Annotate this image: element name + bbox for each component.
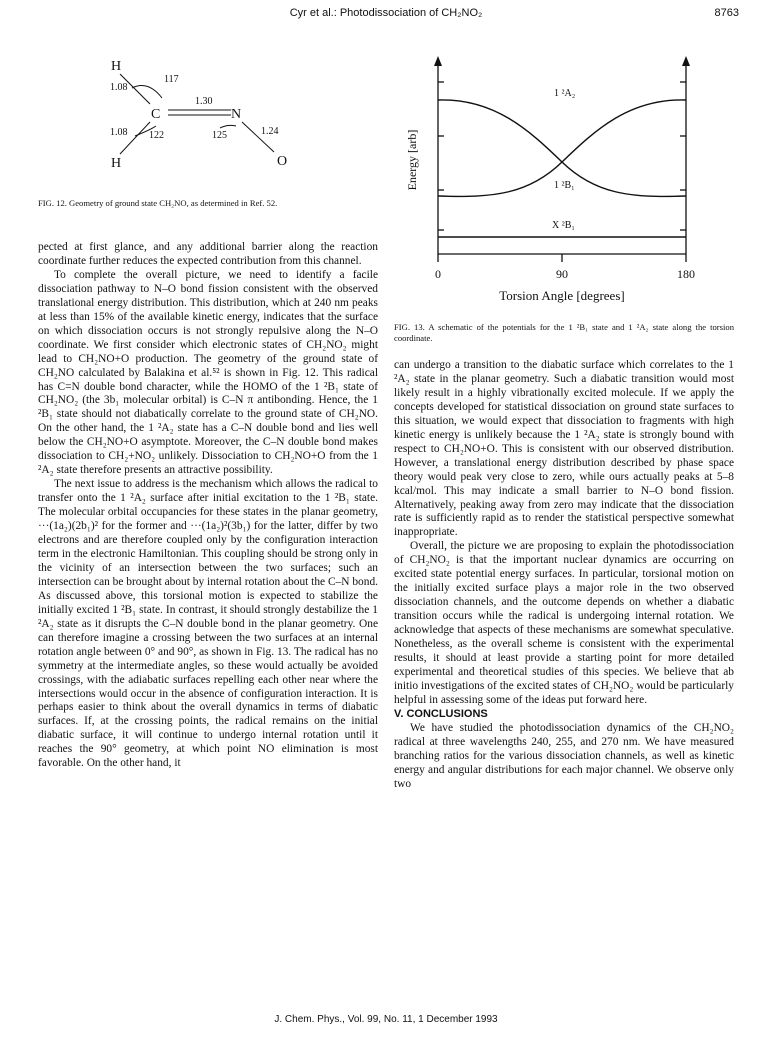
- length-ch-top: 1.08: [110, 82, 128, 93]
- angle-hch: 122: [149, 130, 164, 141]
- atom-h-top: H: [111, 59, 122, 74]
- figure-13-plot: [404, 50, 730, 312]
- page-number: 8763: [714, 7, 739, 19]
- x-axis-label: Torsion Angle [degrees]: [499, 288, 625, 303]
- label-ground-state: X ²B₁: [552, 220, 575, 231]
- header-title: Cyr et al.: Photodissociation of CH₂NO₂: [289, 7, 483, 19]
- journal-footer: J. Chem. Phys., Vol. 99, No. 11, 1 December 1993: [274, 1014, 498, 1025]
- figure-13-caption: FIG. 13. A schematic of the potentials for the 1 ²B₁ state and 1 ²A₂ state along the torsion coordinate.: [394, 322, 734, 343]
- atom-n: N: [231, 107, 242, 122]
- atom-c: C: [151, 107, 161, 122]
- length-cn: 1.30: [195, 96, 213, 107]
- section-heading: V. CONCLUSIONS: [394, 707, 488, 720]
- tick-label-90: 90: [556, 267, 568, 281]
- left-column: [38, 241, 378, 771]
- atom-o: O: [277, 154, 288, 169]
- atom-h-bottom: H: [111, 156, 122, 171]
- paragraph: The next issue to address is the mechanism which allows the radical to transfer onto the 1 ²A₂ surface after initial excitation to the 1 ²B₁ state. The molecular orbital occupancies for these states in the planar geometry, ···(1a₂)(2b₁)² for the former and ···(1a₂)²(3b₁) for the latter, differ by two electrons and are therefore coupled only by the configuration interaction term in the electronic Hamiltonian. This coupling should be strong only in the vicinity of an intersection between the two surfaces; such an intersection can be brought about by internal rotation about the C–N bond. As discussed above, this torsional motion is expected to stabilize the initially excited 1 ²B₁ state. In contrast, it should strongly destabilize the 1 ²A₂ state as it disrupts the C–N double bond in the planar geometry. One can therefore imagine a crossing between the two surfaces at an internal rotation angle between 0° and 90°, as shown in Fig. 13. The radical has no symmetry at the intermediate angles, so these would actually be avoided crossings, with the adiabatic surfaces repelling each other near where the intersections would occur in the absence of configuration interaction. It is perhaps easier to think about the overall dynamics in terms of diabatic surfaces. If, at the crossing points, the radical remains on the initial diabatic surface, it will continue to undergo internal rotation until it reaches the 90° geometry, at which point NO elimination is most favorable. On the other hand, it: [38, 478, 378, 770]
- paragraph: Overall, the picture we are proposing to explain the photodissociation of CH₂NO₂ is that the important nuclear dynamics are occurring on excited state potential energy surfaces. In particular, torsional motion on the initially excited surface plays a major role in the two observed dissociation channels, and the outcome depends on whether a diabatic transition occurs while the radical is undergoing internal rotation. We acknowledge that aspects of these mechanisms are somewhat speculative. Nonetheless, as the overall scheme is consistent with the experimental results, it should at least provide a starting point for more detailed experimental and theoretical studies of this species. We believe that ab initio investigations of the excited states of CH₂NO₂ would be particularly helpful in assessing some of the ideas put forward here.: [394, 540, 734, 706]
- angle-hcn: 117: [164, 74, 179, 85]
- length-no: 1.24: [261, 126, 279, 137]
- label-lower-state: 1 ²B₁: [554, 180, 575, 191]
- angle-arc-top: [132, 86, 162, 98]
- axis-right-arrow: [682, 56, 690, 66]
- paragraph: can undergo a transition to the diabatic surface which correlates to the 1 ²A₂ state in the planar geometry. Such a diabatic transition would most likely result in a highly vibrationally excited molecule. If we apply the concepts developed for statistical dissociation on ground state surfaces to this situation, we would expect that dissociation to fragments with high kinetic energy is unlikely because the 1 ²A₂ state is strongly bound with respect to CH₂NO+O. This is consistent with our observed distribution. However, a translational energy distribution described by phase space theory would peak very close to zero, while ours actually peaks at 5–8 kcal/mol. This may indicate a small barrier to N–O bond fission. Alternatively, peaking away from zero may indicate that the dissociation rate is sufficiently rapid as to render the statistical perspective somewhat inappropriate.: [394, 359, 734, 539]
- figure-12-molecule: [100, 52, 310, 180]
- angle-cno: 125: [212, 130, 227, 141]
- angle-arc-cno: [220, 125, 236, 128]
- y-axis-label: Energy [arb]: [405, 129, 419, 191]
- label-upper-state: 1 ²A₂: [554, 88, 576, 99]
- tick-label-0: 0: [435, 267, 441, 281]
- length-ch-bottom: 1.08: [110, 127, 128, 138]
- paragraph: pected at first glance, and any additional barrier along the reaction coordinate further reduces the expected contribution from this channel.: [38, 241, 378, 267]
- figure-12-caption: FIG. 12. Geometry of ground state CH₂NO, as determined in Ref. 52.: [38, 198, 278, 208]
- right-column: [394, 359, 734, 792]
- tick-label-180: 180: [677, 267, 695, 281]
- paragraph: To complete the overall picture, we need to identify a facile dissociation pathway to N–O bond fission consistent with the observed translational energy distribution. This distribution, which at 240 nm peaks at less than 15% of the available kinetic energy, indicates that the surface on which dissociation occurs is not strongly repulsive along the N–O coordinate. We first consider which electronic states of CH₂NO₂ might lead to CH₂NO+O production. The geometry of the ground state of CH₂NO calculated by Balakina et al.⁵² is shown in Fig. 12. This radical has C=N double bond character, while the HOMO of the 1 ²B₁ state of CH₂NO₂ (the 3b₁ molecular orbital) is C–N π antibonding. Hence, the 1 ²B₁ state should not diabatically correlate to the ground state of CH₂NO. On the other hand, the 1 ²A₂ state has a C–N double bond and lies well below the CH₂NO+O asymptote. Moreover, the C–N double bond makes dissociation to CH₂+NO₂ unlikely. Dissociation to CH₂NO+O from the 1 ²A₂ state therefore presents an attractive possibility.: [38, 268, 378, 477]
- axis-left-arrow: [434, 56, 442, 66]
- paragraph: We have studied the photodissociation dynamics of the CH₂NO₂ radical at three wavelengths 240, 255, and 270 nm. We have measured branching ratios for the various dissociation channels, as well as kinetic energy and angular distributions for each major channel. We observe only two: [394, 721, 734, 790]
- running-header: [0, 0, 772, 30]
